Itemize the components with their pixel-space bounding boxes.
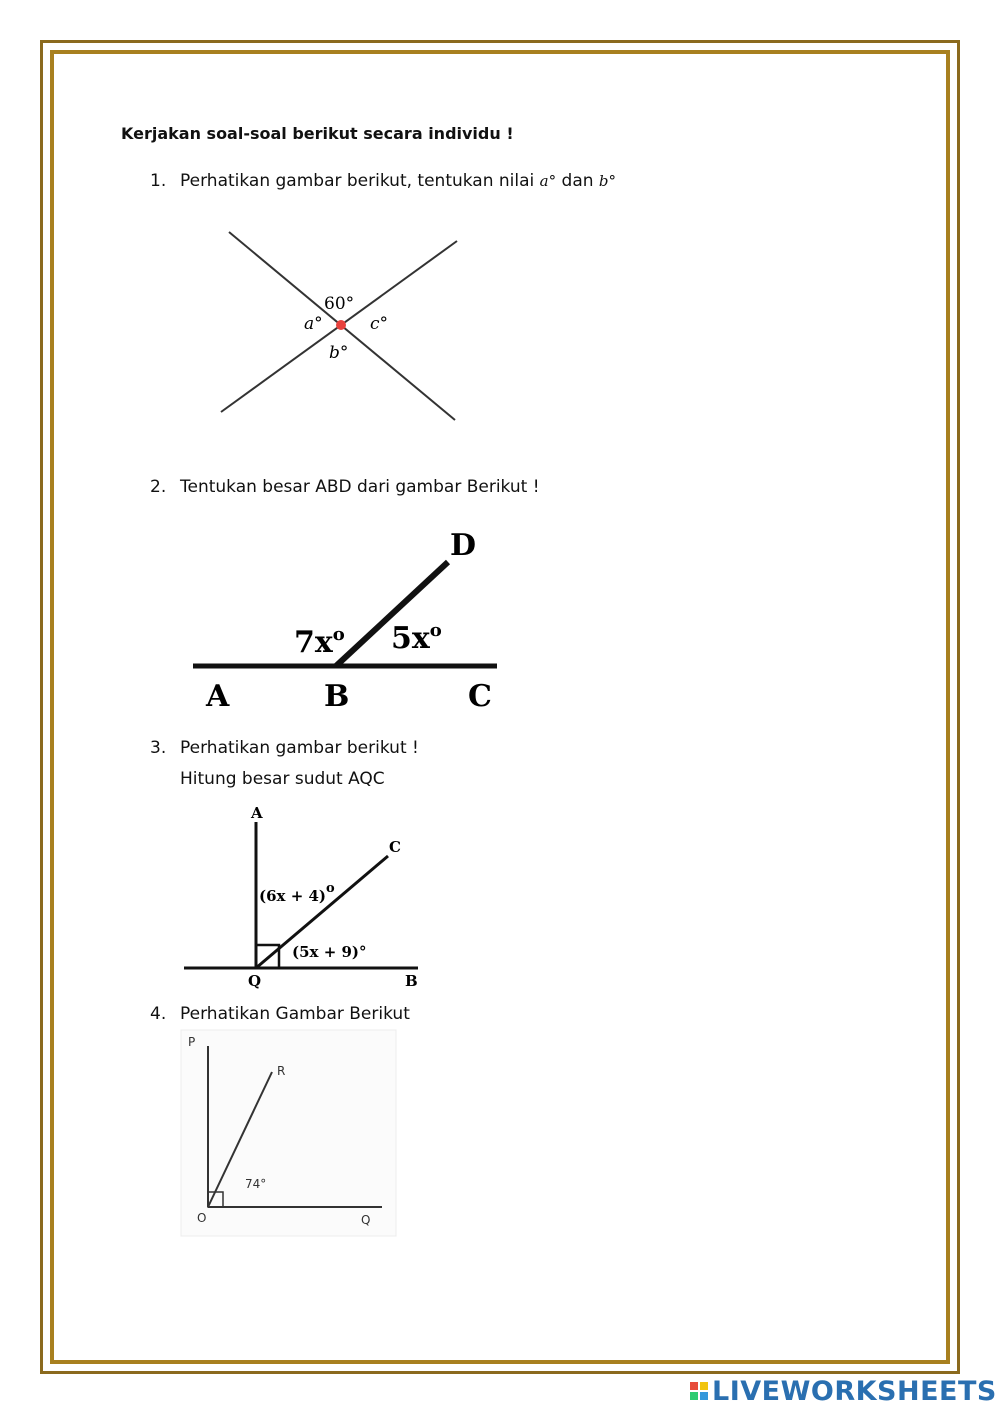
variable-a: a° <box>539 172 557 190</box>
angle-upper-label: (6x + 4)o <box>259 881 335 905</box>
figure-4-background <box>181 1030 396 1236</box>
point-a-label: A <box>251 804 263 822</box>
point-p-label: P <box>188 1035 196 1049</box>
angle-lower-label: (5x + 9)° <box>292 943 367 961</box>
point-d-label: D <box>450 528 477 563</box>
point-q-label: Q <box>361 1213 371 1227</box>
instruction-heading: Kerjakan soal-soal berikut secara individu ! <box>121 124 514 143</box>
icon-square-blue <box>700 1392 708 1400</box>
angle-74-label: 74° <box>245 1177 267 1191</box>
angle-c-label: c° <box>370 314 389 334</box>
point-c-label: C <box>389 838 401 856</box>
question-text: Tentukan besar ABD dari gambar Berikut ! <box>180 477 540 497</box>
point-r-label: R <box>277 1064 286 1078</box>
liveworksheets-icon <box>690 1382 708 1400</box>
point-b-label: B <box>324 679 350 714</box>
liveworksheets-brand: LIVEWORKSHEETS <box>712 1375 997 1407</box>
point-o-label: O <box>197 1211 207 1225</box>
question-text: Perhatikan Gambar Berikut <box>180 1004 410 1024</box>
angle-7x-label: $7x^o$ <box>294 624 345 660</box>
liveworksheets-logo <box>690 1374 997 1408</box>
question-text: Perhatikan gambar berikut ! <box>180 738 419 758</box>
question-number: 3. <box>150 738 167 758</box>
point-b-label: B <box>405 972 418 990</box>
icon-square-red <box>690 1382 698 1390</box>
variable-b: b° <box>598 172 617 190</box>
question-number: 1. <box>150 171 167 191</box>
point-c-label: C <box>468 679 492 714</box>
angle-5x-label: $5x^o$ <box>391 620 442 656</box>
question-number: 2. <box>150 477 167 497</box>
icon-square-green <box>690 1392 698 1400</box>
angle-a-label: a° <box>304 314 323 334</box>
angle-b-label: b° <box>329 343 349 363</box>
point-q-label: Q <box>248 972 262 990</box>
angle-60-label: 60° <box>324 294 355 314</box>
question-number: 4. <box>150 1004 167 1024</box>
icon-square-yellow <box>700 1382 708 1390</box>
question-3-subtext: Hitung besar sudut AQC <box>180 769 385 789</box>
question-text-mid: dan <box>556 171 599 191</box>
question-text: Perhatikan gambar berikut, tentukan nilai <box>180 171 540 191</box>
point-a-label: A <box>206 679 230 714</box>
